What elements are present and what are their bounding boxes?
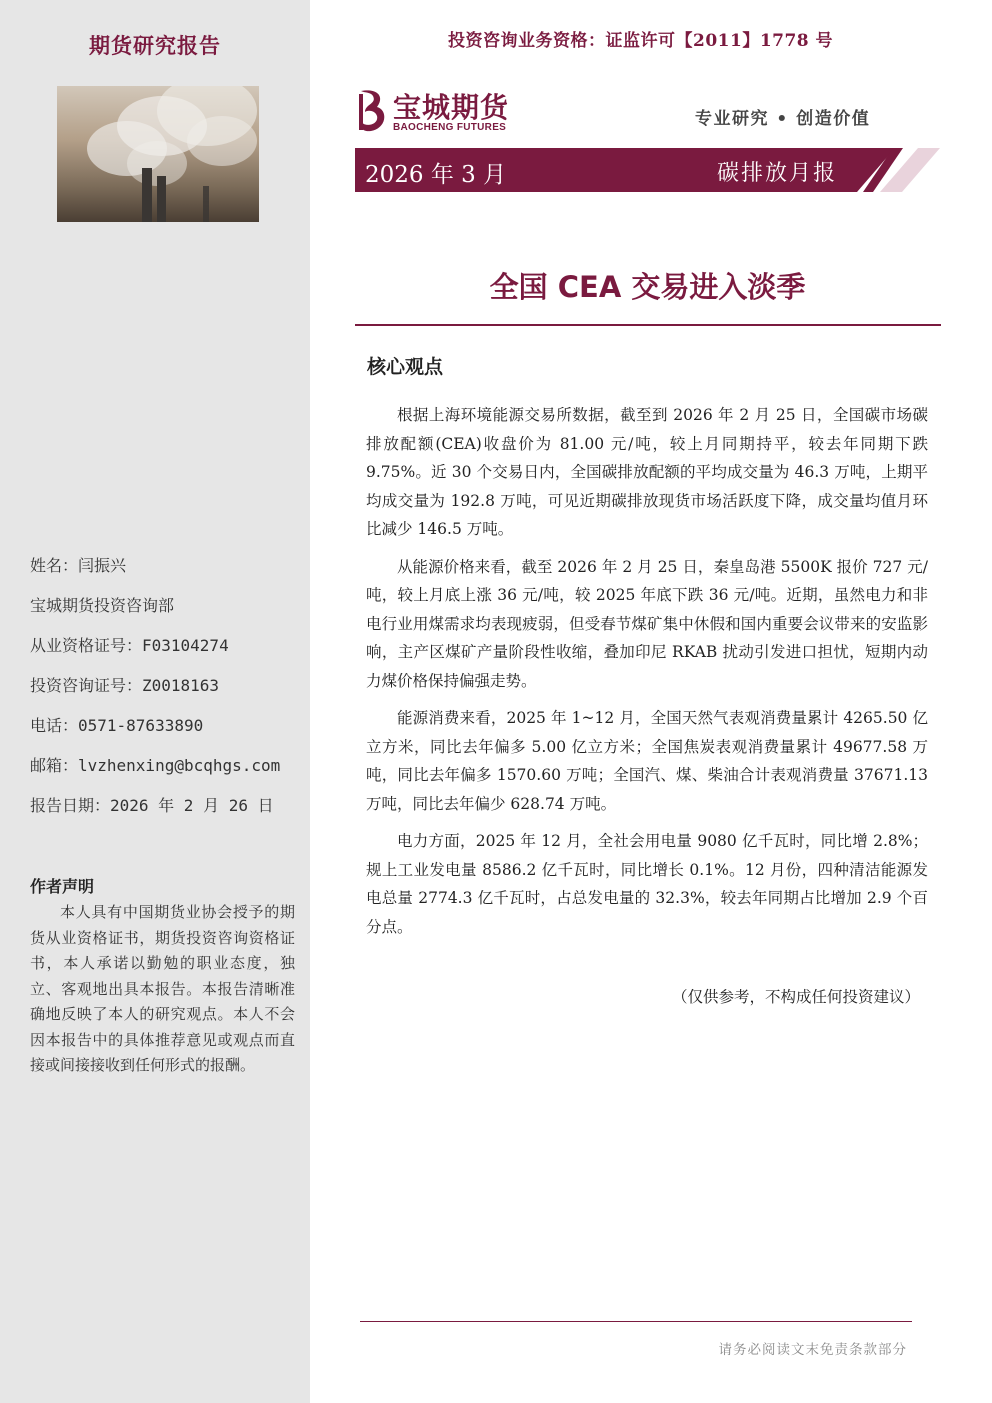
footer-note: 请务必阅读文末免责条款部分	[718, 1342, 907, 1358]
report-banner	[355, 148, 940, 192]
logo-text-cn: 宝城期货	[393, 91, 510, 124]
slogan: 专业研究 • 创造价值	[695, 109, 871, 129]
author-statement-title: 作者声明	[30, 877, 95, 896]
section-heading: 核心观点	[367, 356, 444, 378]
author-info	[30, 553, 280, 833]
logo-b-icon	[355, 88, 389, 134]
paragraph-energy-consumption: 能源消费来看，2025 年 1~12 月，全国天然气表观消费量累计 4265.50 亿立方米，同比去年偏多 5.00 亿立方米；全国焦炭表观消费量累计 49677.58 万吨，同比去年偏多 1570.60 万吨；全国汽、煤、柴油合计表观消费量 37671.13 万吨，同比去年偏少 628.74 万吨。	[366, 709, 928, 813]
paragraph-electricity: 电力方面，2025 年 12 月，全社会用电量 9080 亿千瓦时，同比增 2.8%；规上工业发电量 8586.2 亿千瓦时，同比增长 0.1%。12 月份，四种清洁能源发电总量 2774.3 亿千瓦时，占总发电量的 32.3%，较去年同期占比增加 2.9 个百分点。	[366, 832, 928, 936]
author-department: 宝城期货投资咨询部	[30, 596, 175, 615]
qualification-number: 从业资格证号：F03104274	[30, 636, 229, 655]
cover-photo-smokestacks	[57, 86, 259, 222]
phone: 电话：0571-87633890	[30, 716, 204, 735]
paragraph-energy-prices: 从能源价格来看，截至 2026 年 2 月 25 日，秦皇岛港 5500K 报价 727 元/吨，较上月底上涨 36 元/吨，较 2025 年底下跌 36 元/吨。近期，虽然电力和非电行业用煤需求均表现疲弱，但受春节煤矿集中休假和国内重要会议带来的安监影响，主产区煤矿产量阶段性收缩，叠加印尼 RKAB 扰动引发进口担忧，短期内动力煤价格保持偏强走势。	[366, 557, 928, 690]
page-title: 全国 CEA 交易进入淡季	[489, 270, 806, 304]
banner-date: 2026 年 3 月	[365, 162, 507, 188]
report-date: 报告日期：2026 年 2 月 26 日	[30, 796, 274, 815]
author-statement-body: 本人具有中国期货业协会授予的期货从业资格证书，期货投资咨询资格证书，本人承诺以勤勉的职业态度，独立、客观地出具本报告。本报告清晰准确地反映了本人的研究观点。本人不会因本报告中的具体推荐意见或观点而直接或间接接收到任何形式的报酬。	[30, 903, 295, 1074]
license-line: 投资咨询业务资格：证监许可【2011】1778 号	[448, 31, 834, 51]
paragraph-carbon-market: 根据上海环境能源交易所数据，截至到 2026 年 2 月 25 日，全国碳市场碳排放配额(CEA)收盘价为 81.00 元/吨，较上月同期持平，较去年同期下跌 9.75%。近 30 个交易日内，全国碳排放配额的平均成交量为 46.3 万吨，上期平均成交量为 192.8 万吨，可见近期碳排放现货市场活跃度下降，成交量均值月环比减少 146.5 万吨。	[366, 406, 928, 538]
title-divider	[355, 324, 941, 326]
email: 邮箱：lvzhenxing@bcqhgs.com	[30, 756, 281, 775]
author-name: 姓名：闫振兴	[30, 556, 127, 575]
consulting-number: 投资咨询证号：Z0018163	[30, 676, 220, 695]
footer-divider	[360, 1321, 912, 1322]
banner-report-type: 碳排放月报	[717, 161, 838, 186]
sidebar	[0, 0, 310, 1403]
core-views	[366, 401, 928, 950]
disclaimer: （仅供参考，不构成任何投资建议）	[671, 988, 920, 1006]
company-logo	[355, 88, 525, 138]
sidebar-title: 期货研究报告	[89, 33, 221, 58]
logo-text-en: BAOCHENG FUTURES	[393, 122, 507, 133]
